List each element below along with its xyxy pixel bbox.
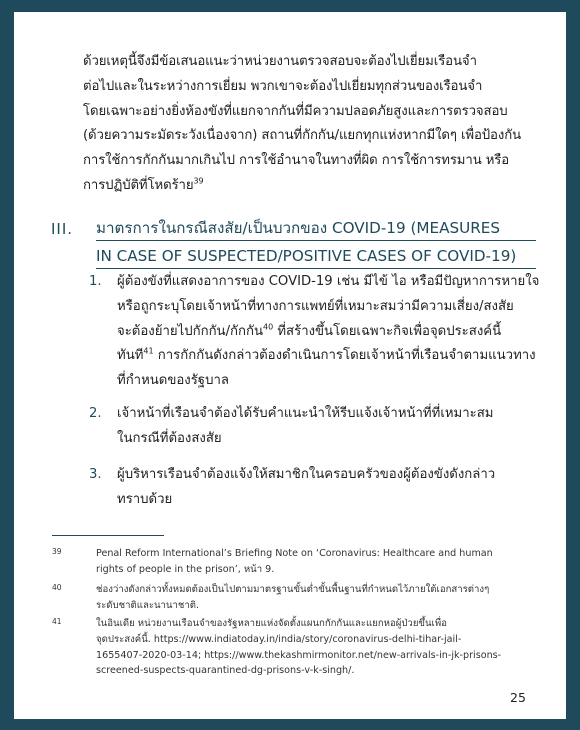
footnote-text (96, 546, 536, 578)
footnote-line[interactable]: screened-suspects-quarantined-dg-prisons-v-k-singh/. (96, 665, 355, 677)
footnote-text (96, 616, 536, 679)
footnote-number: 41 (52, 617, 62, 626)
footnote-number: 40 (52, 583, 62, 592)
section-title-line2: IN CASE OF SUSPECTED/POSITIVE CASES OF COVID-19) (96, 244, 536, 269)
footnote-line[interactable]: 1655407-2020-03-14; https://www.thekashmirmonitor.net/new-arrivals-in-jk-prisons- (96, 649, 502, 661)
list-item-line: ที่กำหนดของรัฐบาล (117, 373, 229, 389)
footnote-ref-39[interactable]: 39 (193, 176, 204, 186)
footnote-line: ระดับชาติและนานาชาติ. (96, 599, 200, 611)
list-item-text: ที่สร้างขึ้นโดยเฉพาะกิจเพื่อจุดประสงค์นี้ (273, 323, 502, 339)
document-page (14, 12, 566, 719)
list-item-line: ผู้ต้องขังที่แสดงอาการของ COVID-19 เช่น มีไข้ ไอ หรือมีปัญหาการหายใจ (117, 274, 540, 289)
list-item-line: ในกรณีที่ต้องสงสัย (117, 430, 222, 446)
list-item-line: หรือถูกระบุโดยเจ้าหน้าที่ทางการแพทย์ที่เหมาะสมว่ามีความเสี่ยง/สงสัย (117, 298, 514, 314)
footnote-line: Penal Reform International’s Briefing Note on ‘Coronavirus: Healthcare and human (96, 548, 493, 559)
list-item-text: จะต้องย้ายไปกักกัน/กักกัน (117, 323, 263, 339)
intro-line: ต่อไปและในระหว่างการเยี่ยม พวกเขาจะต้องไปเยี่ยมทุกส่วนของเรือนจำ (83, 78, 483, 94)
intro-line-text: การปฏิบัติที่โหดร้าย (83, 177, 194, 193)
footnote-text (96, 582, 536, 614)
list-item-line (117, 344, 542, 369)
footnote-line: ในอินเดีย หน่วยงานเรือนจำของรัฐหลายแห่งจัดตั้งแผนกกักกันและแยกหอผู้ป่วยขึ้นเพื่อ (96, 618, 447, 629)
intro-line (83, 174, 538, 199)
list-item-body (117, 463, 542, 513)
list-item-number: 2. (89, 406, 102, 421)
footnote-line[interactable]: จุดประสงค์นี้. https://www.indiatoday.in/india/story/coronavirus-delhi-tihar-jail- (96, 633, 462, 645)
intro-paragraph (83, 50, 538, 199)
list-item-number: 3. (89, 467, 102, 482)
footnote-line: ช่องว่างดังกล่าวทั้งหมดต้องเป็นไปตามมาตรฐานขั้นต่ำขั้นพื้นฐานที่กำหนดไว้ภายใต้เอกสารต่างๆ (96, 584, 490, 595)
list-item-line: ผู้บริหารเรือนจำต้องแจ้งให้สมาชิกในครอบครัวของผู้ต้องขังดังกล่าว (117, 467, 496, 482)
list-item-text: การกักกันดังกล่าวต้องดำเนินการโดยเจ้าหน้าที่เรือนจำตามแนวทาง (153, 348, 536, 364)
list-item-number: 1. (89, 274, 102, 289)
section-number: III. (51, 220, 74, 238)
intro-line: การใช้การกักกันมากเกินไป การใช้อำนาจในทางที่ผิด การใช้การทรมาน หรือ (83, 153, 510, 169)
intro-line: ด้วยเหตุนี้จึงมีข้อเสนอแนะว่าหน่วยงานตรวจสอบจะต้องไปเยี่ยมเรือนจำ (83, 54, 477, 69)
page-number: 25 (510, 690, 526, 705)
footnote-divider (52, 535, 164, 536)
footnote-number: 39 (52, 547, 62, 556)
list-item-body (117, 270, 542, 394)
footnote-line: rights of people in the prison’, หน้า 9. (96, 563, 275, 575)
footnote-ref-41[interactable]: 41 (143, 347, 154, 356)
intro-line: (ด้วยความระมัดระวังเนื่องจาก) สถานที่กักกัน/แยกทุกแห่งหากมีใดๆ เพื่อป้องกัน (83, 128, 522, 144)
intro-line: โดยเฉพาะอย่างยิ่งห้องขังที่แยกจากกันที่มีความปลอดภัยสูงและการตรวจสอบ (83, 103, 508, 119)
list-item-body (117, 402, 542, 452)
list-item-line: เจ้าหน้าที่เรือนจำต้องได้รับคำแนะนำให้รีบแจ้งเจ้าหน้าที่ที่เหมาะสม (117, 406, 494, 421)
section-title-line1: มาตรการในกรณีสงสัย/เป็นบวกของ COVID-19 (MEASURES (96, 216, 536, 241)
list-item-line (117, 320, 542, 345)
list-item-text: ทันที (117, 348, 144, 364)
footnote-ref-40[interactable]: 40 (262, 322, 274, 332)
list-item-line: ทราบด้วย (117, 491, 173, 507)
section-heading (96, 216, 536, 272)
